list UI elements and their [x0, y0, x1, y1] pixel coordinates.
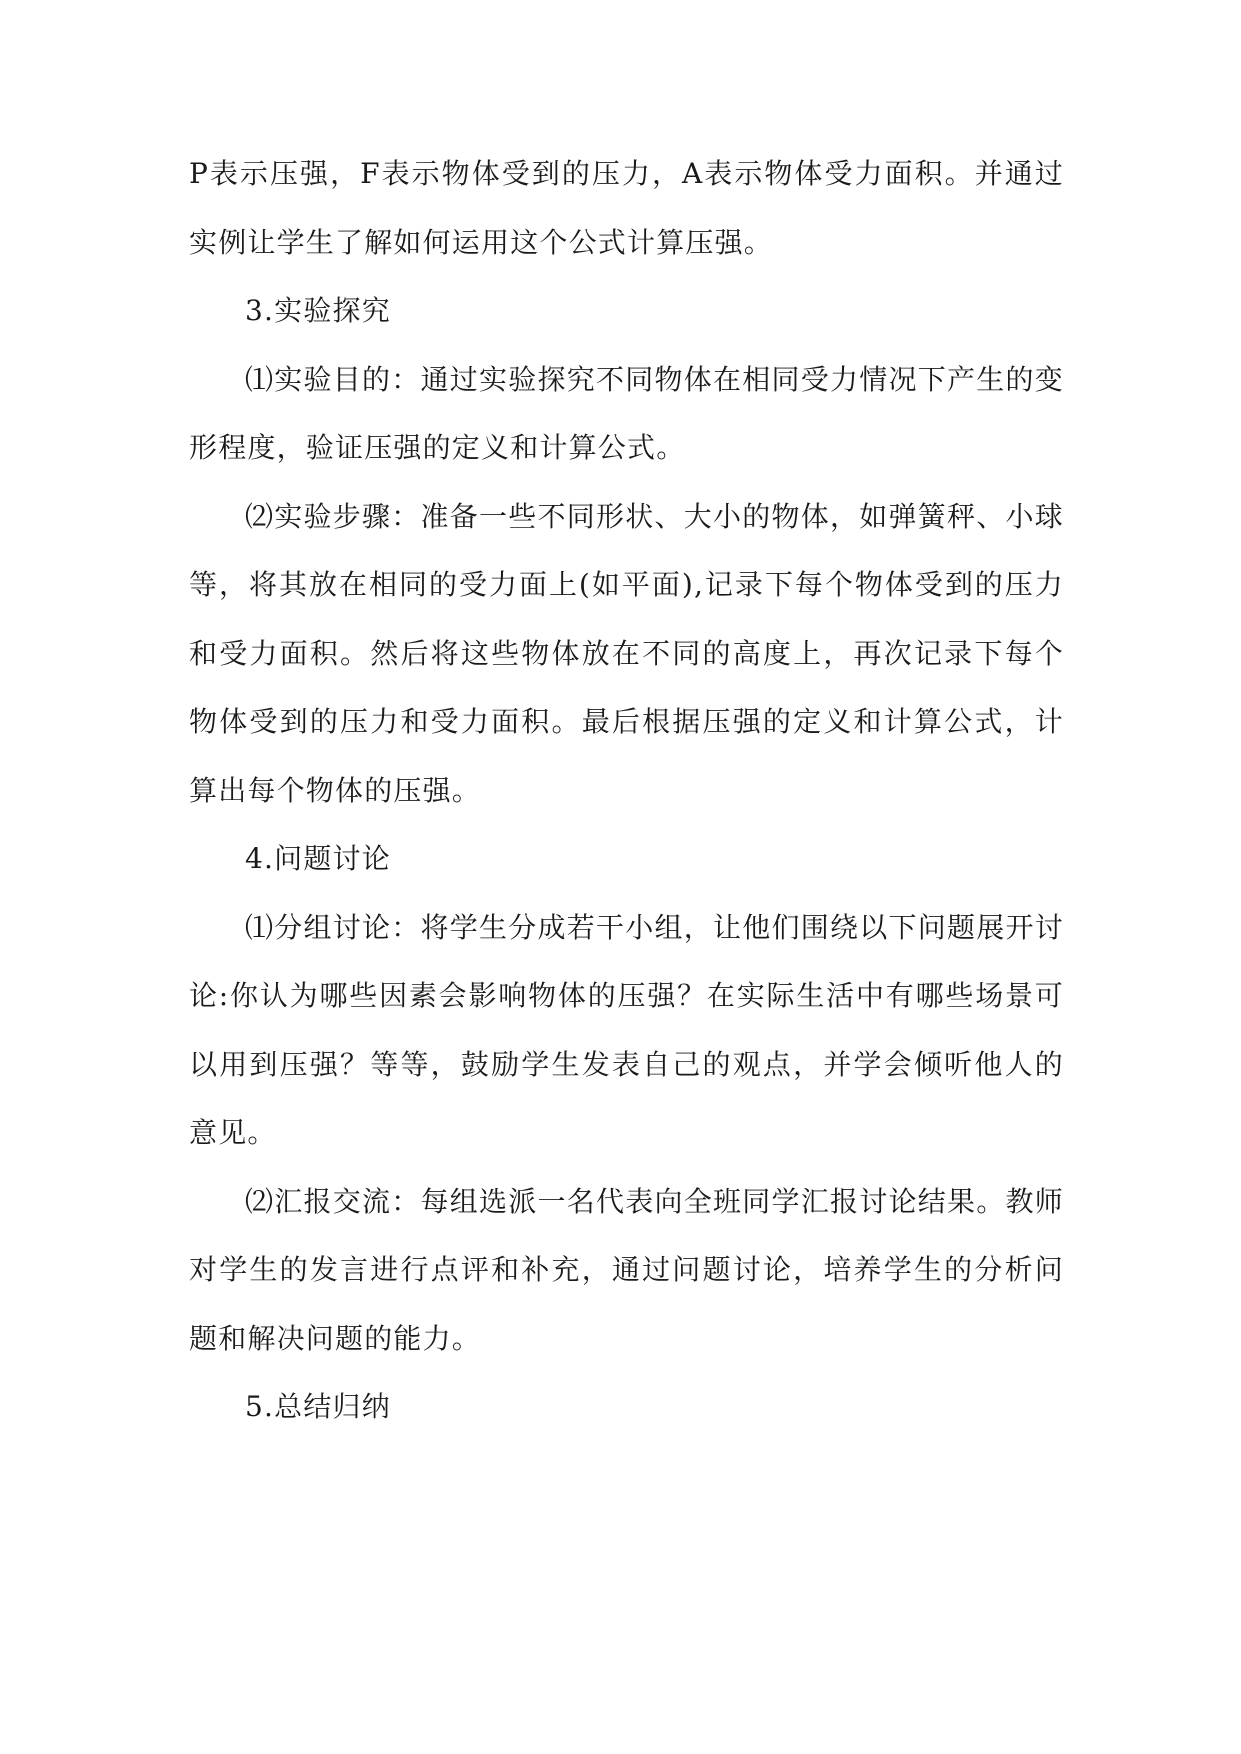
section-heading-discussion: 4.问题讨论	[245, 842, 391, 875]
paragraph-experiment-purpose: ⑴实验目的：通过实验探究不同物体在相同受力情况下产生的变形程度，验证压强的定义和计算公式。	[189, 362, 1064, 464]
paragraph-experiment-steps: ⑵实验步骤：准备一些不同形状、大小的物体，如弹簧秤、小球等，将其放在相同的受力面上(如平面),记录下每个物体受到的压力和受力面积。然后将这些物体放在不同的高度上，再次记录下每个物体受到的压力和受力面积。最后根据压强的定义和计算公式，计算出每个物体的压强。	[189, 499, 1064, 807]
paragraph-group-discussion: ⑴分组讨论：将学生分成若干小组，让他们围绕以下问题展开讨论:你认为哪些因素会影响物体的压强？在实际生活中有哪些场景可以用到压强？等等，鼓励学生发表自己的观点，并学会倾听他人的意见。	[189, 910, 1064, 1149]
section-heading-experiment: 3.实验探究	[245, 294, 391, 327]
document-body	[189, 140, 1064, 1442]
section-heading-summary: 5.总结归纳	[245, 1390, 391, 1423]
paragraph-report-exchange: ⑵汇报交流：每组选派一名代表向全班同学汇报讨论结果。教师对学生的发言进行点评和补充，通过问题讨论，培养学生的分析问题和解决问题的能力。	[189, 1184, 1064, 1355]
paragraph-formula-explanation: P表示压强，F表示物体受到的压力，A表示物体受力面积。并通过实例让学生了解如何运用这个公式计算压强。	[189, 157, 1064, 259]
